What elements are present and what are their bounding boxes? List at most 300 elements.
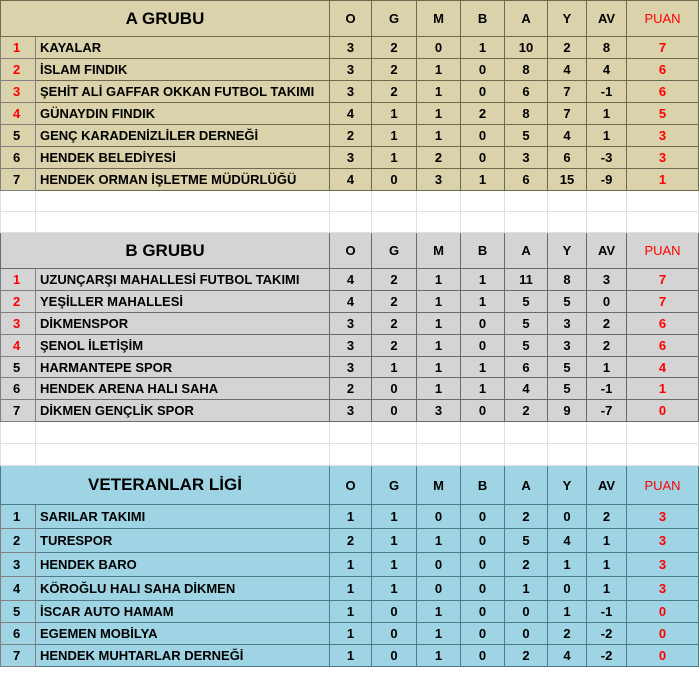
group-header-row	[1, 1, 699, 37]
a-cell: 0	[505, 601, 548, 623]
blank-cell	[1, 444, 36, 466]
team-name-cell: HARMANTEPE SPOR	[36, 357, 330, 378]
av-cell: 0	[587, 291, 627, 313]
team-row	[1, 291, 699, 313]
team-name-cell: HENDEK ORMAN İŞLETME MÜDÜRLÜĞÜ	[36, 169, 330, 191]
a-cell: 5	[505, 291, 548, 313]
team-row	[1, 623, 699, 645]
puan-cell: 3	[627, 577, 699, 601]
group-header-row	[1, 233, 699, 269]
a-cell: 2	[505, 400, 548, 422]
rank-cell: 4	[1, 103, 36, 125]
m-cell: 0	[417, 553, 461, 577]
puan-cell: 6	[627, 59, 699, 81]
puan-cell: 6	[627, 335, 699, 357]
g-cell: 0	[372, 601, 417, 623]
a-cell: 4	[505, 378, 548, 400]
b-cell: 0	[461, 645, 505, 667]
blank-cell	[461, 191, 505, 212]
av-cell: -2	[587, 623, 627, 645]
puan-cell: 6	[627, 313, 699, 335]
b-cell: 0	[461, 335, 505, 357]
blank-cell	[36, 444, 330, 466]
blank-cell	[417, 191, 461, 212]
o-cell: 4	[330, 103, 372, 125]
blank-cell	[372, 212, 417, 233]
m-cell: 2	[417, 147, 461, 169]
a-cell: 2	[505, 505, 548, 529]
o-cell: 2	[330, 378, 372, 400]
puan-cell: 3	[627, 505, 699, 529]
o-cell: 3	[330, 400, 372, 422]
column-header-y: Y	[548, 1, 587, 37]
m-cell: 0	[417, 37, 461, 59]
blank-row	[1, 191, 699, 212]
blank-cell	[461, 422, 505, 444]
blank-cell	[587, 191, 627, 212]
column-header-av: AV	[587, 233, 627, 269]
blank-cell	[330, 444, 372, 466]
y-cell: 2	[548, 623, 587, 645]
g-cell: 2	[372, 335, 417, 357]
column-header-av: AV	[587, 1, 627, 37]
team-name-cell: KAYALAR	[36, 37, 330, 59]
blank-cell	[505, 191, 548, 212]
y-cell: 8	[548, 269, 587, 291]
g-cell: 0	[372, 623, 417, 645]
team-row	[1, 59, 699, 81]
o-cell: 1	[330, 623, 372, 645]
g-cell: 2	[372, 269, 417, 291]
team-row	[1, 269, 699, 291]
m-cell: 1	[417, 335, 461, 357]
team-name-cell: UZUNÇARŞI MAHALLESİ FUTBOL TAKIMI	[36, 269, 330, 291]
team-name-cell: EGEMEN MOBİLYA	[36, 623, 330, 645]
av-cell: 2	[587, 313, 627, 335]
y-cell: 4	[548, 59, 587, 81]
team-row	[1, 81, 699, 103]
blank-cell	[1, 212, 36, 233]
blank-cell	[505, 444, 548, 466]
blank-cell	[548, 212, 587, 233]
team-row	[1, 357, 699, 378]
blank-cell	[372, 444, 417, 466]
puan-cell: 3	[627, 147, 699, 169]
g-cell: 1	[372, 553, 417, 577]
team-row	[1, 103, 699, 125]
y-cell: 1	[548, 553, 587, 577]
column-header-m: M	[417, 233, 461, 269]
m-cell: 1	[417, 291, 461, 313]
team-row	[1, 335, 699, 357]
o-cell: 1	[330, 601, 372, 623]
rank-cell: 5	[1, 601, 36, 623]
o-cell: 1	[330, 577, 372, 601]
blank-cell	[505, 422, 548, 444]
o-cell: 4	[330, 269, 372, 291]
av-cell: 1	[587, 529, 627, 553]
column-header-g: G	[372, 233, 417, 269]
o-cell: 4	[330, 169, 372, 191]
y-cell: 5	[548, 357, 587, 378]
m-cell: 1	[417, 623, 461, 645]
a-cell: 3	[505, 147, 548, 169]
o-cell: 3	[330, 313, 372, 335]
av-cell: 1	[587, 357, 627, 378]
column-header-y: Y	[548, 233, 587, 269]
y-cell: 7	[548, 103, 587, 125]
puan-cell: 7	[627, 291, 699, 313]
y-cell: 15	[548, 169, 587, 191]
y-cell: 7	[548, 81, 587, 103]
o-cell: 3	[330, 357, 372, 378]
column-header-m: M	[417, 466, 461, 505]
y-cell: 2	[548, 37, 587, 59]
rank-cell: 6	[1, 378, 36, 400]
team-row	[1, 553, 699, 577]
g-cell: 1	[372, 505, 417, 529]
av-cell: -1	[587, 378, 627, 400]
a-cell: 6	[505, 81, 548, 103]
a-cell: 6	[505, 357, 548, 378]
a-cell: 1	[505, 577, 548, 601]
a-cell: 5	[505, 313, 548, 335]
team-row	[1, 601, 699, 623]
team-name-cell: İSCAR AUTO HAMAM	[36, 601, 330, 623]
blank-cell	[461, 444, 505, 466]
o-cell: 3	[330, 37, 372, 59]
g-cell: 0	[372, 378, 417, 400]
column-header-av: AV	[587, 466, 627, 505]
team-name-cell: HENDEK BARO	[36, 553, 330, 577]
av-cell: 1	[587, 553, 627, 577]
av-cell: -7	[587, 400, 627, 422]
column-header-puan: PUAN	[627, 1, 699, 37]
group-title: A GRUBU	[1, 1, 330, 37]
g-cell: 1	[372, 147, 417, 169]
puan-cell: 0	[627, 601, 699, 623]
rank-cell: 2	[1, 529, 36, 553]
y-cell: 0	[548, 505, 587, 529]
g-cell: 1	[372, 529, 417, 553]
m-cell: 0	[417, 505, 461, 529]
g-cell: 2	[372, 81, 417, 103]
blank-cell	[1, 422, 36, 444]
av-cell: -2	[587, 645, 627, 667]
b-cell: 0	[461, 529, 505, 553]
puan-cell: 7	[627, 37, 699, 59]
m-cell: 3	[417, 169, 461, 191]
rank-cell: 1	[1, 269, 36, 291]
m-cell: 1	[417, 378, 461, 400]
a-cell: 5	[505, 335, 548, 357]
column-header-o: O	[330, 233, 372, 269]
g-cell: 1	[372, 357, 417, 378]
av-cell: -1	[587, 81, 627, 103]
rank-cell: 3	[1, 313, 36, 335]
o-cell: 1	[330, 645, 372, 667]
a-cell: 8	[505, 103, 548, 125]
puan-cell: 0	[627, 645, 699, 667]
blank-cell	[627, 422, 699, 444]
m-cell: 1	[417, 313, 461, 335]
team-name-cell: GÜNAYDIN FINDIK	[36, 103, 330, 125]
column-header-y: Y	[548, 466, 587, 505]
g-cell: 2	[372, 59, 417, 81]
b-cell: 1	[461, 378, 505, 400]
team-row	[1, 645, 699, 667]
column-header-o: O	[330, 1, 372, 37]
team-name-cell: DİKMEN GENÇLİK SPOR	[36, 400, 330, 422]
rank-cell: 2	[1, 59, 36, 81]
a-cell: 0	[505, 623, 548, 645]
m-cell: 1	[417, 125, 461, 147]
puan-cell: 5	[627, 103, 699, 125]
team-name-cell: ŞENOL İLETİŞİM	[36, 335, 330, 357]
team-name-cell: ŞEHİT ALİ GAFFAR OKKAN FUTBOL TAKIMI	[36, 81, 330, 103]
column-header-b: B	[461, 1, 505, 37]
blank-cell	[372, 191, 417, 212]
b-cell: 0	[461, 125, 505, 147]
blank-cell	[417, 422, 461, 444]
rank-cell: 3	[1, 81, 36, 103]
b-cell: 1	[461, 357, 505, 378]
rank-cell: 1	[1, 505, 36, 529]
blank-cell	[548, 191, 587, 212]
rank-cell: 1	[1, 37, 36, 59]
column-header-puan: PUAN	[627, 466, 699, 505]
rank-cell: 3	[1, 553, 36, 577]
rank-cell: 5	[1, 357, 36, 378]
puan-cell: 0	[627, 400, 699, 422]
team-name-cell: HENDEK ARENA HALI SAHA	[36, 378, 330, 400]
g-cell: 2	[372, 291, 417, 313]
b-cell: 0	[461, 505, 505, 529]
y-cell: 9	[548, 400, 587, 422]
av-cell: 1	[587, 577, 627, 601]
o-cell: 1	[330, 553, 372, 577]
b-cell: 0	[461, 147, 505, 169]
puan-cell: 1	[627, 169, 699, 191]
o-cell: 2	[330, 125, 372, 147]
blank-row	[1, 422, 699, 444]
puan-cell: 3	[627, 125, 699, 147]
blank-cell	[330, 191, 372, 212]
team-name-cell: YEŞİLLER MAHALLESİ	[36, 291, 330, 313]
av-cell: 1	[587, 103, 627, 125]
m-cell: 3	[417, 400, 461, 422]
team-name-cell: GENÇ KARADENİZLİLER DERNEĞİ	[36, 125, 330, 147]
team-name-cell: DİKMENSPOR	[36, 313, 330, 335]
av-cell: 3	[587, 269, 627, 291]
column-header-o: O	[330, 466, 372, 505]
blank-cell	[505, 212, 548, 233]
g-cell: 0	[372, 400, 417, 422]
column-header-puan: PUAN	[627, 233, 699, 269]
av-cell: -9	[587, 169, 627, 191]
a-cell: 2	[505, 645, 548, 667]
blank-cell	[417, 444, 461, 466]
blank-cell	[548, 444, 587, 466]
m-cell: 1	[417, 81, 461, 103]
o-cell: 4	[330, 291, 372, 313]
puan-cell: 7	[627, 269, 699, 291]
blank-cell	[36, 191, 330, 212]
blank-cell	[587, 444, 627, 466]
g-cell: 2	[372, 37, 417, 59]
puan-cell: 3	[627, 553, 699, 577]
rank-cell: 2	[1, 291, 36, 313]
y-cell: 0	[548, 577, 587, 601]
blank-row	[1, 444, 699, 466]
blank-cell	[1, 191, 36, 212]
av-cell: -1	[587, 601, 627, 623]
y-cell: 3	[548, 313, 587, 335]
b-cell: 2	[461, 103, 505, 125]
a-cell: 8	[505, 59, 548, 81]
y-cell: 1	[548, 601, 587, 623]
b-cell: 0	[461, 623, 505, 645]
blank-cell	[417, 212, 461, 233]
m-cell: 0	[417, 577, 461, 601]
team-row	[1, 529, 699, 553]
team-row	[1, 125, 699, 147]
puan-cell: 6	[627, 81, 699, 103]
column-header-a: A	[505, 466, 548, 505]
puan-cell: 0	[627, 623, 699, 645]
b-cell: 1	[461, 37, 505, 59]
blank-cell	[36, 212, 330, 233]
av-cell: 1	[587, 125, 627, 147]
m-cell: 1	[417, 357, 461, 378]
team-row	[1, 505, 699, 529]
o-cell: 3	[330, 81, 372, 103]
blank-cell	[330, 212, 372, 233]
column-header-g: G	[372, 466, 417, 505]
o-cell: 1	[330, 505, 372, 529]
y-cell: 4	[548, 529, 587, 553]
m-cell: 1	[417, 103, 461, 125]
rank-cell: 7	[1, 400, 36, 422]
a-cell: 10	[505, 37, 548, 59]
b-cell: 0	[461, 601, 505, 623]
b-cell: 1	[461, 269, 505, 291]
m-cell: 1	[417, 601, 461, 623]
a-cell: 6	[505, 169, 548, 191]
blank-cell	[627, 444, 699, 466]
team-row	[1, 577, 699, 601]
av-cell: 8	[587, 37, 627, 59]
group-title: B GRUBU	[1, 233, 330, 269]
blank-cell	[587, 212, 627, 233]
g-cell: 1	[372, 125, 417, 147]
team-row	[1, 37, 699, 59]
rank-cell: 7	[1, 169, 36, 191]
team-row	[1, 378, 699, 400]
team-name-cell: İSLAM FINDIK	[36, 59, 330, 81]
blank-row	[1, 212, 699, 233]
team-row	[1, 400, 699, 422]
g-cell: 0	[372, 169, 417, 191]
blank-cell	[627, 212, 699, 233]
column-header-g: G	[372, 1, 417, 37]
column-header-b: B	[461, 466, 505, 505]
y-cell: 3	[548, 335, 587, 357]
a-cell: 11	[505, 269, 548, 291]
m-cell: 1	[417, 529, 461, 553]
av-cell: -3	[587, 147, 627, 169]
rank-cell: 4	[1, 577, 36, 601]
team-name-cell: SARILAR TAKIMI	[36, 505, 330, 529]
av-cell: 2	[587, 505, 627, 529]
a-cell: 5	[505, 125, 548, 147]
y-cell: 5	[548, 291, 587, 313]
puan-cell: 3	[627, 529, 699, 553]
puan-cell: 1	[627, 378, 699, 400]
o-cell: 2	[330, 529, 372, 553]
team-name-cell: HENDEK MUHTARLAR DERNEĞİ	[36, 645, 330, 667]
o-cell: 3	[330, 147, 372, 169]
blank-cell	[627, 191, 699, 212]
m-cell: 1	[417, 59, 461, 81]
g-cell: 2	[372, 313, 417, 335]
rank-cell: 5	[1, 125, 36, 147]
blank-cell	[548, 422, 587, 444]
av-cell: 2	[587, 335, 627, 357]
team-row	[1, 313, 699, 335]
team-name-cell: HENDEK BELEDİYESİ	[36, 147, 330, 169]
group-header-row	[1, 466, 699, 505]
column-header-m: M	[417, 1, 461, 37]
b-cell: 1	[461, 169, 505, 191]
b-cell: 0	[461, 81, 505, 103]
column-header-b: B	[461, 233, 505, 269]
a-cell: 5	[505, 529, 548, 553]
rank-cell: 4	[1, 335, 36, 357]
puan-cell: 4	[627, 357, 699, 378]
team-row	[1, 147, 699, 169]
blank-cell	[461, 212, 505, 233]
rank-cell: 6	[1, 147, 36, 169]
rank-cell: 6	[1, 623, 36, 645]
column-header-a: A	[505, 1, 548, 37]
y-cell: 5	[548, 378, 587, 400]
m-cell: 1	[417, 269, 461, 291]
g-cell: 1	[372, 577, 417, 601]
b-cell: 1	[461, 291, 505, 313]
team-row	[1, 169, 699, 191]
y-cell: 4	[548, 645, 587, 667]
y-cell: 4	[548, 125, 587, 147]
blank-cell	[36, 422, 330, 444]
b-cell: 0	[461, 400, 505, 422]
o-cell: 3	[330, 335, 372, 357]
group-title: VETERANLAR LİGİ	[1, 466, 330, 505]
o-cell: 3	[330, 59, 372, 81]
rank-cell: 7	[1, 645, 36, 667]
g-cell: 1	[372, 103, 417, 125]
av-cell: 4	[587, 59, 627, 81]
blank-cell	[587, 422, 627, 444]
column-header-a: A	[505, 233, 548, 269]
blank-cell	[372, 422, 417, 444]
b-cell: 0	[461, 313, 505, 335]
m-cell: 1	[417, 645, 461, 667]
b-cell: 0	[461, 577, 505, 601]
g-cell: 0	[372, 645, 417, 667]
a-cell: 2	[505, 553, 548, 577]
blank-cell	[330, 422, 372, 444]
